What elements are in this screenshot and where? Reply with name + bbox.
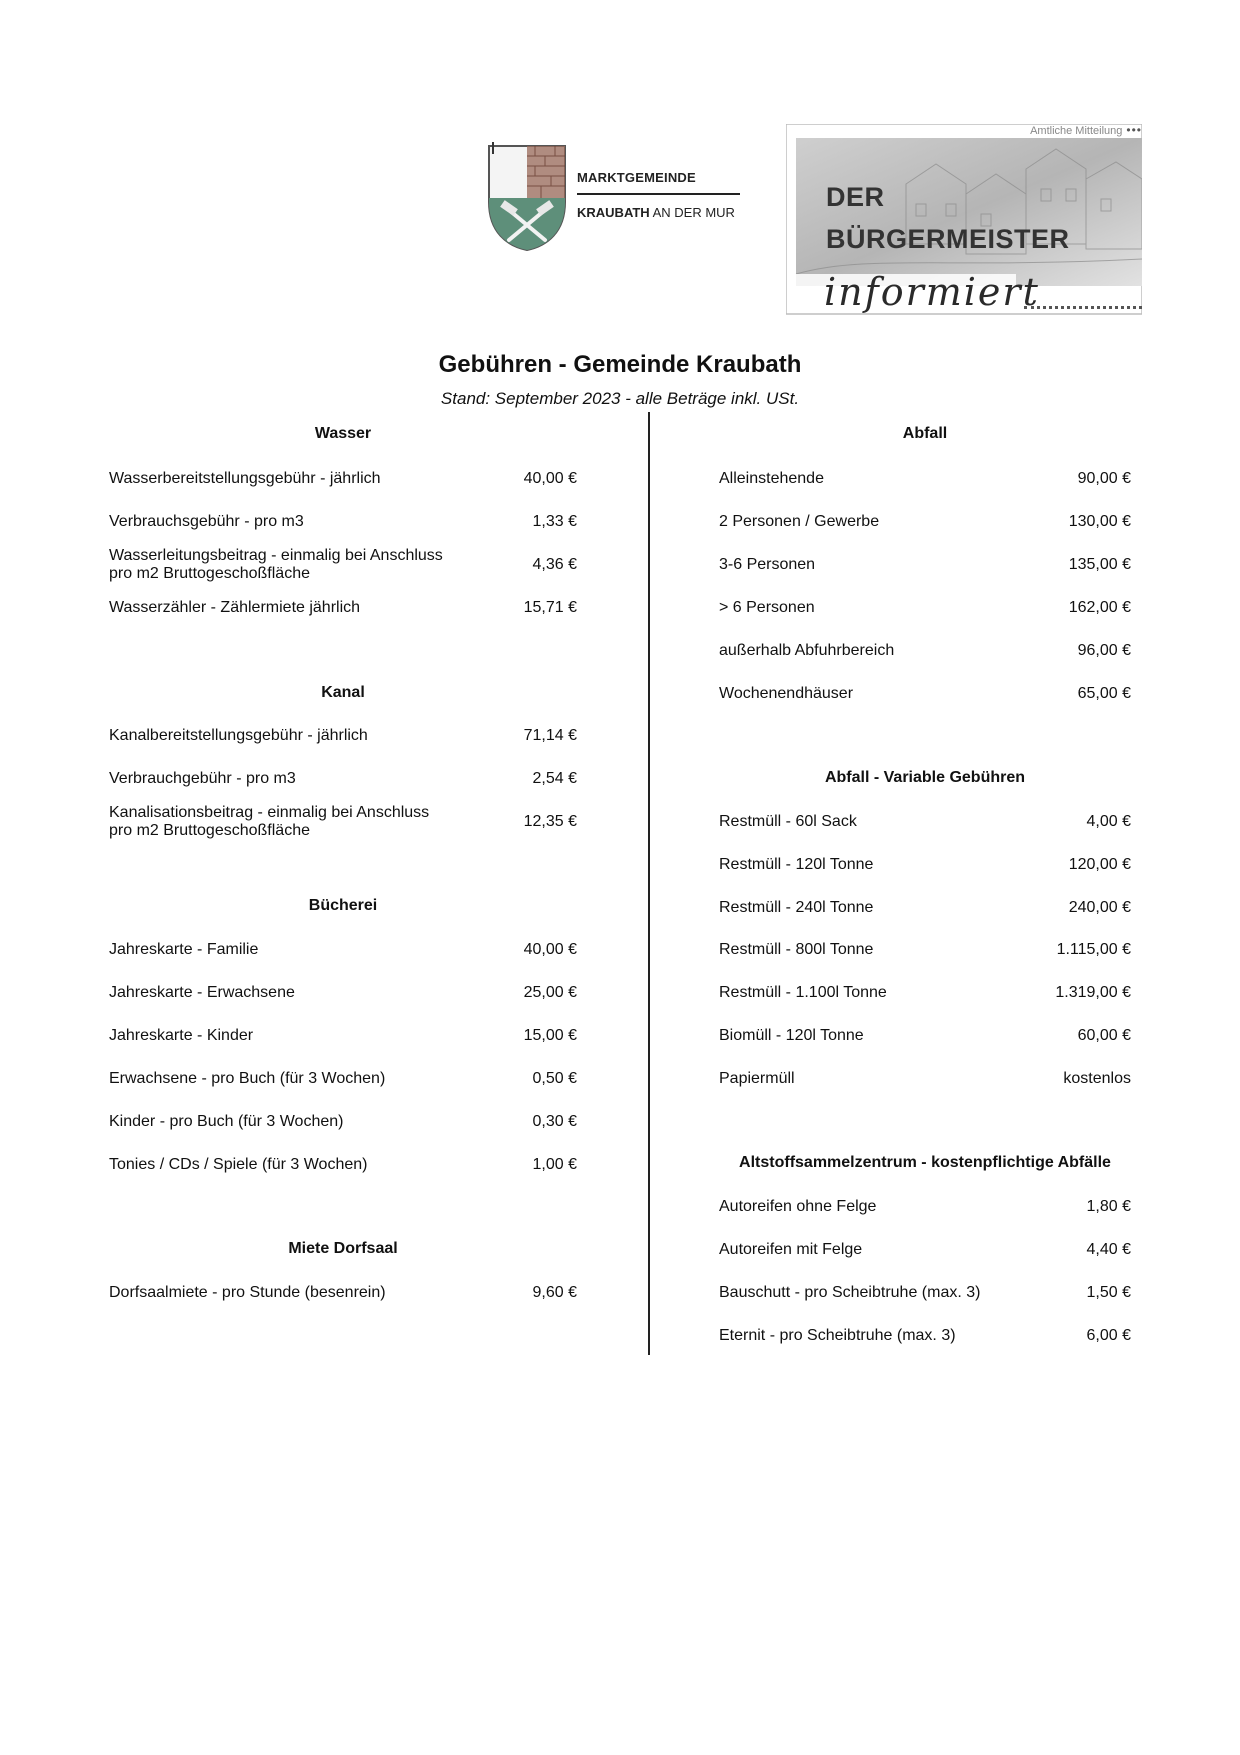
fee-value: 1.319,00 € — [1055, 984, 1131, 1001]
fee-row — [719, 973, 1131, 1013]
fee-row — [719, 588, 1131, 628]
fee-row — [109, 759, 577, 799]
fee-label: Restmüll - 60l Sack — [719, 813, 857, 830]
fee-value: 12,35 € — [523, 813, 577, 830]
banner-title-line1: DER — [826, 182, 885, 212]
fee-label-line2: pro m2 Bruttogeschoßfläche — [109, 565, 310, 582]
fee-label: Restmüll - 120l Tonne — [719, 856, 874, 873]
municipality-name-bold: KRAUBATH — [577, 205, 650, 220]
fee-label — [109, 547, 443, 583]
section-heading-abfall: Abfall — [902, 425, 948, 442]
column-divider — [648, 412, 650, 1355]
fee-label: Verbrauchsgebühr - pro m3 — [109, 513, 304, 530]
notice-text: Amtliche Mitteilung — [1030, 125, 1123, 137]
fee-row — [719, 930, 1131, 970]
fee-label-line1: Kanalisationsbeitrag - einmalig bei Anschluss — [109, 804, 430, 821]
fee-row — [719, 1016, 1131, 1056]
fee-row — [109, 1016, 577, 1056]
fee-value: 15,71 € — [523, 599, 577, 616]
fee-label: Jahreskarte - Erwachsene — [109, 984, 295, 1001]
banner-script-text: informiert — [824, 270, 1040, 314]
official-notice-label — [1030, 123, 1142, 137]
fee-label: außerhalb Abfuhrbereich — [719, 642, 895, 659]
fee-row — [719, 1059, 1131, 1099]
fee-row — [719, 631, 1131, 671]
fee-row — [719, 1273, 1131, 1313]
fee-row — [109, 1102, 577, 1142]
page-title: Gebühren - Gemeinde Kraubath — [438, 351, 802, 378]
fee-label: Jahreskarte - Familie — [109, 941, 259, 958]
fee-row — [109, 502, 577, 542]
fee-label: Autoreifen mit Felge — [719, 1241, 863, 1258]
fee-row — [109, 1059, 577, 1099]
fee-row — [719, 674, 1131, 714]
fee-label: Wasserbereitstellungsgebühr - jährlich — [109, 470, 381, 487]
fee-label: Erwachsene - pro Buch (für 3 Wochen) — [109, 1070, 386, 1087]
fee-value: 4,00 € — [1086, 813, 1131, 830]
mayor-info-banner — [784, 120, 1142, 330]
fee-value: 1,33 € — [532, 513, 577, 530]
fee-label: Wasserzähler - Zählermiete jährlich — [109, 599, 361, 616]
banner-title-line2: BÜRGERMEISTER — [826, 224, 1070, 254]
fee-value: 1,50 € — [1086, 1284, 1131, 1301]
fee-row — [719, 1316, 1131, 1356]
fee-value: 71,14 € — [523, 727, 577, 744]
fee-value: 1.115,00 € — [1056, 941, 1131, 958]
fee-value: 1,80 € — [1086, 1198, 1131, 1215]
fee-label: Papiermüll — [719, 1070, 795, 1087]
fee-row — [719, 545, 1131, 585]
section-heading-wasser: Wasser — [314, 425, 372, 442]
fee-value: 65,00 € — [1077, 685, 1131, 702]
fee-label: Dorfsaalmiete - pro Stunde (besenrein) — [109, 1284, 386, 1301]
fee-value: 130,00 € — [1068, 513, 1131, 530]
section-heading-abfall-variabel: Abfall - Variable Gebühren — [824, 769, 1026, 786]
section-heading-dorfsaal: Miete Dorfsaal — [288, 1240, 398, 1257]
fee-value: 96,00 € — [1077, 642, 1131, 659]
fee-value: 4,40 € — [1086, 1241, 1131, 1258]
fee-label: Alleinstehende — [719, 470, 824, 487]
fee-value: 120,00 € — [1068, 856, 1131, 873]
fee-value: 0,50 € — [532, 1070, 577, 1087]
fee-label: Tonies / CDs / Spiele (für 3 Wochen) — [109, 1156, 368, 1173]
fee-value: 1,00 € — [532, 1156, 577, 1173]
fee-label-line1: Wasserleitungsbeitrag - einmalig bei Anschluss — [109, 547, 443, 564]
fee-label: Kanalbereitstellungsgebühr - jährlich — [109, 727, 368, 744]
fee-row — [109, 545, 577, 585]
section-heading-buecherei: Bücherei — [308, 897, 378, 914]
fee-label: Bauschutt - pro Scheibtruhe (max. 3) — [719, 1284, 981, 1301]
fee-label: Restmüll - 1.100l Tonne — [719, 984, 887, 1001]
fee-row — [109, 973, 577, 1013]
fee-value: kostenlos — [1063, 1070, 1131, 1087]
fee-value: 40,00 € — [523, 941, 577, 958]
fee-value: 135,00 € — [1068, 556, 1131, 573]
fee-row — [719, 802, 1131, 842]
fee-value: 240,00 € — [1068, 899, 1131, 916]
fee-value: 6,00 € — [1086, 1327, 1131, 1344]
fee-row — [109, 930, 577, 970]
fee-value: 0,30 € — [532, 1113, 577, 1130]
fee-row — [109, 588, 577, 628]
fee-row — [109, 1145, 577, 1185]
fee-row — [719, 459, 1131, 499]
fee-row — [109, 459, 577, 499]
fee-row — [719, 845, 1131, 885]
fee-label-line2: pro m2 Bruttogeschoßfläche — [109, 822, 310, 839]
dots-icon: ••• — [1126, 123, 1142, 137]
section-heading-kanal: Kanal — [321, 684, 365, 701]
fee-label: Jahreskarte - Kinder — [109, 1027, 254, 1044]
fee-label: 3-6 Personen — [719, 556, 816, 573]
fee-row — [109, 716, 577, 756]
municipality-name-line1: MARKTGEMEINDE — [577, 170, 696, 185]
section-heading-asz: Altstoffsammelzentrum - kostenpflichtige Abfälle — [739, 1154, 1111, 1171]
fee-value: 9,60 € — [532, 1284, 577, 1301]
municipality-name-rest: AN DER MUR — [649, 205, 735, 220]
fee-label: Verbrauchgebühr - pro m3 — [109, 770, 296, 787]
fee-value: 4,36 € — [532, 556, 577, 573]
page-subtitle: Stand: September 2023 - alle Beträge inkl. USt. — [440, 389, 800, 408]
fee-row — [109, 802, 577, 842]
fee-row — [719, 502, 1131, 542]
fee-value: 25,00 € — [523, 984, 577, 1001]
fee-label: Biomüll - 120l Tonne — [719, 1027, 864, 1044]
fee-value: 90,00 € — [1077, 470, 1131, 487]
divider-line — [577, 193, 740, 195]
fee-label: Wochenendhäuser — [719, 685, 854, 702]
fee-label — [109, 804, 429, 840]
fee-label: Restmüll - 240l Tonne — [719, 899, 874, 916]
fee-value: 60,00 € — [1077, 1027, 1131, 1044]
municipality-logo — [485, 140, 745, 252]
fee-label: > 6 Personen — [719, 599, 815, 616]
fee-label: 2 Personen / Gewerbe — [719, 513, 880, 530]
coat-of-arms-icon — [485, 140, 569, 252]
fee-row — [719, 1187, 1131, 1227]
fee-value: 2,54 € — [532, 770, 577, 787]
fee-value: 15,00 € — [523, 1027, 577, 1044]
fee-value: 162,00 € — [1068, 599, 1131, 616]
fee-row — [719, 1230, 1131, 1270]
fee-value: 40,00 € — [523, 470, 577, 487]
fee-row — [719, 888, 1131, 928]
fee-label: Autoreifen ohne Felge — [719, 1198, 877, 1215]
fee-label: Eternit - pro Scheibtruhe (max. 3) — [719, 1327, 956, 1344]
municipality-name-line2 — [577, 205, 735, 220]
fee-label: Restmüll - 800l Tonne — [719, 941, 874, 958]
fee-label: Kinder - pro Buch (für 3 Wochen) — [109, 1113, 344, 1130]
fee-row — [109, 1273, 577, 1313]
banner-dotted-line — [1024, 306, 1142, 309]
